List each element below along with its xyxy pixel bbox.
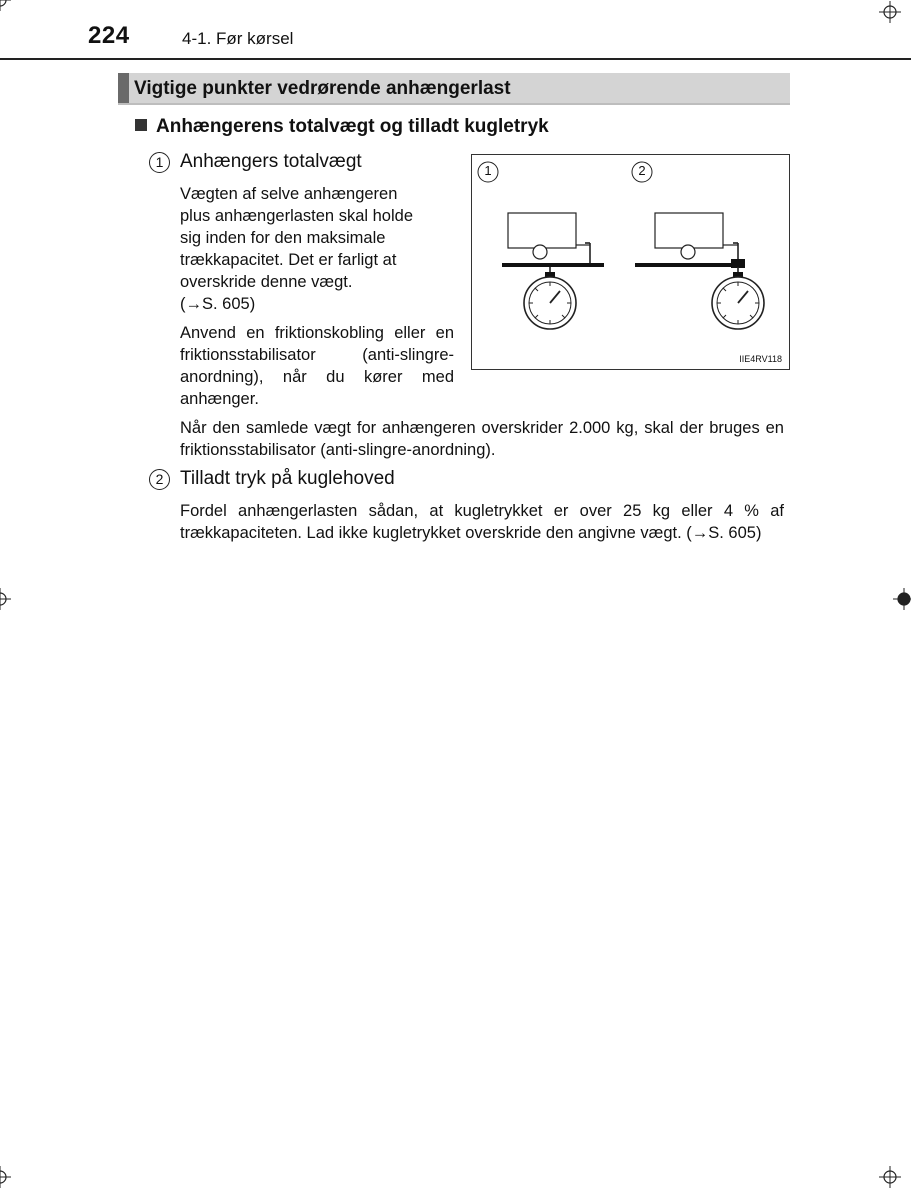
- trailer-weight-figure: [471, 154, 790, 370]
- text-line: plus anhængerlasten skal holde: [180, 207, 413, 225]
- text-line: (→S. 605): [180, 295, 256, 313]
- text-line: overskride denne vægt.: [180, 273, 353, 291]
- chapter-title: 4-1. Før kørsel: [182, 29, 294, 48]
- item-1-paragraph-1: [180, 183, 460, 315]
- subheading-text: Anhængerens totalvægt og tilladt kugletryk: [156, 116, 549, 137]
- crop-mark-icon: [0, 0, 11, 11]
- figure-label-1: 1: [484, 163, 492, 178]
- item-2-paragraph-1: Fordel anhængerlasten sådan, at kugletrykket er over 25 kg eller 4 % af trækkapaciteten. Lad ikke kugletrykket overskride den angivne vægt. (→S. 605): [180, 502, 784, 542]
- item-1-paragraph-3: Når den samlede vægt for anhængeren overskrider 2.000 kg, skal der bruges en friktionsstabilisator (anti-slingre-anordning).: [180, 419, 784, 459]
- page-number: 224: [88, 22, 130, 49]
- square-bullet-icon: [135, 119, 147, 131]
- figure-code: IIE4RV118: [739, 354, 782, 364]
- item-number-2: 2: [149, 469, 170, 490]
- crop-mark-icon: [879, 1166, 901, 1188]
- item-2-title: Tilladt tryk på kuglehoved: [180, 468, 395, 489]
- item-1-paragraph-2: Anvend en friktionskobling eller en friktionsstabilisator (anti-slingre-anordning), når du kører med anhænger.: [180, 324, 454, 408]
- text-line: Vægten af selve anhængeren: [180, 185, 398, 203]
- header-rule: [0, 58, 911, 60]
- crop-mark-icon: [0, 1166, 11, 1188]
- figure-label-2: 2: [638, 163, 646, 178]
- item-number-1: 1: [149, 152, 170, 173]
- crop-mark-icon: [0, 588, 11, 610]
- text-line: sig inden for den maksimale: [180, 229, 386, 247]
- crop-mark-icon: [879, 1, 901, 23]
- subheading: [135, 116, 549, 138]
- crop-mark-icon: [893, 588, 911, 610]
- section-heading: [118, 73, 790, 105]
- section-accent: [118, 73, 129, 103]
- section-title: Vigtige punkter vedrørende anhængerlast: [134, 78, 511, 99]
- item-1-title: Anhængers totalvægt: [180, 151, 362, 172]
- text-line: trækkapacitet. Det er farligt at: [180, 251, 397, 269]
- trailer-scale-illustration: [472, 155, 789, 369]
